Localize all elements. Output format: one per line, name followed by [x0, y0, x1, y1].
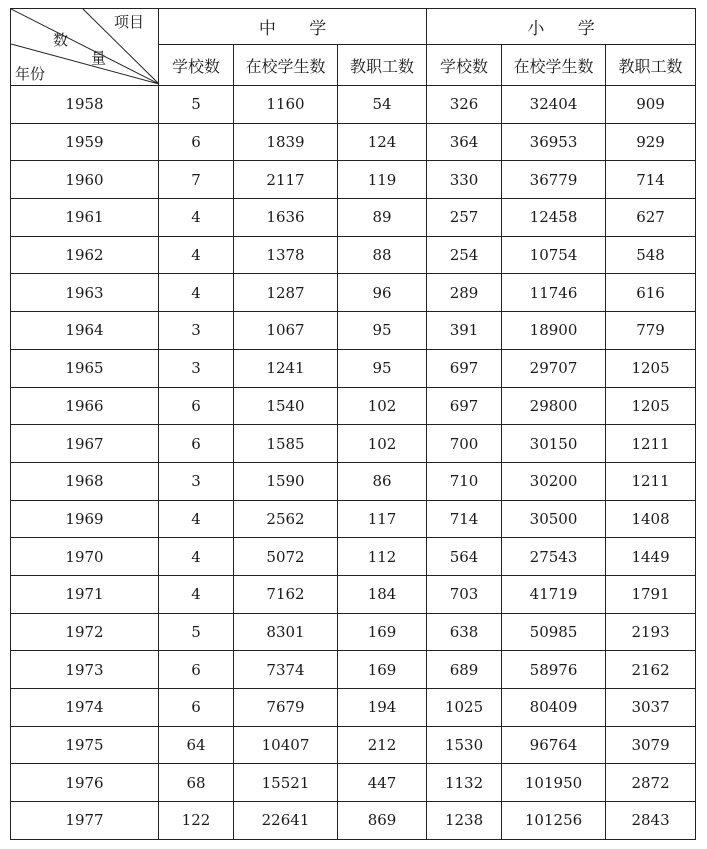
year-cell: 1967: [11, 425, 159, 463]
value-cell: 32404: [502, 86, 606, 124]
year-cell: 1960: [11, 161, 159, 199]
value-cell: 364: [427, 123, 502, 161]
year-cell: 1964: [11, 312, 159, 350]
value-cell: 50985: [502, 613, 606, 651]
value-cell: 11746: [502, 274, 606, 312]
value-cell: 1791: [606, 575, 696, 613]
table-row: [11, 123, 696, 161]
header-row-groups: [11, 9, 696, 45]
value-cell: 1585: [234, 425, 338, 463]
value-cell: 4: [159, 538, 234, 576]
year-cell: 1976: [11, 764, 159, 802]
value-cell: 548: [606, 236, 696, 274]
value-cell: 29707: [502, 349, 606, 387]
value-cell: 4: [159, 199, 234, 237]
year-cell: 1959: [11, 123, 159, 161]
value-cell: 638: [427, 613, 502, 651]
value-cell: 12458: [502, 199, 606, 237]
value-cell: 5: [159, 86, 234, 124]
value-cell: 1067: [234, 312, 338, 350]
table-row: [11, 387, 696, 425]
table-row: [11, 349, 696, 387]
value-cell: 194: [338, 689, 427, 727]
value-cell: 102: [338, 425, 427, 463]
value-cell: 102: [338, 387, 427, 425]
year-cell: 1958: [11, 86, 159, 124]
value-cell: 117: [338, 500, 427, 538]
value-cell: 30500: [502, 500, 606, 538]
value-cell: 2843: [606, 802, 696, 840]
value-cell: 22641: [234, 802, 338, 840]
value-cell: 1132: [427, 764, 502, 802]
value-cell: 30150: [502, 425, 606, 463]
value-cell: 10407: [234, 726, 338, 764]
value-cell: 36779: [502, 161, 606, 199]
corner-label-item: 项目: [114, 13, 145, 31]
corner-header-cell: [11, 9, 159, 86]
value-cell: 254: [427, 236, 502, 274]
value-cell: 869: [338, 802, 427, 840]
table-row: [11, 802, 696, 840]
value-cell: 88: [338, 236, 427, 274]
year-cell: 1971: [11, 575, 159, 613]
value-cell: 3: [159, 312, 234, 350]
value-cell: 80409: [502, 689, 606, 727]
value-cell: 2562: [234, 500, 338, 538]
column-header: 学校数: [159, 45, 234, 86]
value-cell: 4: [159, 575, 234, 613]
table-row: [11, 236, 696, 274]
value-cell: 710: [427, 462, 502, 500]
value-cell: 1025: [427, 689, 502, 727]
column-header: 学校数: [427, 45, 502, 86]
year-cell: 1961: [11, 199, 159, 237]
value-cell: 15521: [234, 764, 338, 802]
value-cell: 564: [427, 538, 502, 576]
value-cell: 616: [606, 274, 696, 312]
value-cell: 1839: [234, 123, 338, 161]
value-cell: 122: [159, 802, 234, 840]
value-cell: 4: [159, 236, 234, 274]
column-header: 在校学生数: [234, 45, 338, 86]
value-cell: 6: [159, 425, 234, 463]
year-cell: 1965: [11, 349, 159, 387]
value-cell: 326: [427, 86, 502, 124]
table-row: [11, 575, 696, 613]
table-row: [11, 689, 696, 727]
value-cell: 1636: [234, 199, 338, 237]
table-row: [11, 274, 696, 312]
value-cell: 257: [427, 199, 502, 237]
year-cell: 1974: [11, 689, 159, 727]
value-cell: 41719: [502, 575, 606, 613]
value-cell: 1590: [234, 462, 338, 500]
value-cell: 714: [427, 500, 502, 538]
value-cell: 714: [606, 161, 696, 199]
value-cell: 6: [159, 387, 234, 425]
value-cell: 779: [606, 312, 696, 350]
value-cell: 1449: [606, 538, 696, 576]
value-cell: 68: [159, 764, 234, 802]
value-cell: 929: [606, 123, 696, 161]
value-cell: 697: [427, 349, 502, 387]
year-cell: 1970: [11, 538, 159, 576]
value-cell: 700: [427, 425, 502, 463]
value-cell: 447: [338, 764, 427, 802]
value-cell: 169: [338, 651, 427, 689]
value-cell: 3037: [606, 689, 696, 727]
table-body: [11, 86, 696, 840]
value-cell: 64: [159, 726, 234, 764]
value-cell: 697: [427, 387, 502, 425]
value-cell: 212: [338, 726, 427, 764]
value-cell: 27543: [502, 538, 606, 576]
table-row: [11, 726, 696, 764]
value-cell: 7162: [234, 575, 338, 613]
table-row: [11, 538, 696, 576]
corner-label-quantity-1: 数: [53, 31, 69, 49]
value-cell: 3: [159, 462, 234, 500]
table-row: [11, 764, 696, 802]
year-cell: 1972: [11, 613, 159, 651]
value-cell: 36953: [502, 123, 606, 161]
group-header-primary-school: 小 学: [427, 9, 696, 45]
value-cell: 4: [159, 500, 234, 538]
statistics-table-container: [10, 8, 695, 840]
corner-label-year: 年份: [15, 65, 46, 83]
value-cell: 391: [427, 312, 502, 350]
value-cell: 1378: [234, 236, 338, 274]
value-cell: 6: [159, 689, 234, 727]
value-cell: 1540: [234, 387, 338, 425]
table-row: [11, 613, 696, 651]
value-cell: 2872: [606, 764, 696, 802]
value-cell: 627: [606, 199, 696, 237]
column-header: 教职工数: [606, 45, 696, 86]
year-cell: 1963: [11, 274, 159, 312]
value-cell: 1530: [427, 726, 502, 764]
group-header-middle-school: 中 学: [159, 9, 427, 45]
corner-label-quantity-2: 量: [91, 49, 107, 67]
value-cell: 30200: [502, 462, 606, 500]
column-header: 在校学生数: [502, 45, 606, 86]
table-row: [11, 161, 696, 199]
value-cell: 184: [338, 575, 427, 613]
value-cell: 96764: [502, 726, 606, 764]
value-cell: 1287: [234, 274, 338, 312]
value-cell: 169: [338, 613, 427, 651]
value-cell: 6: [159, 651, 234, 689]
value-cell: 2193: [606, 613, 696, 651]
value-cell: 95: [338, 349, 427, 387]
value-cell: 5: [159, 613, 234, 651]
table-row: [11, 651, 696, 689]
table-row: [11, 425, 696, 463]
value-cell: 1238: [427, 802, 502, 840]
year-cell: 1966: [11, 387, 159, 425]
value-cell: 5072: [234, 538, 338, 576]
value-cell: 1160: [234, 86, 338, 124]
value-cell: 1205: [606, 349, 696, 387]
value-cell: 86: [338, 462, 427, 500]
value-cell: 4: [159, 274, 234, 312]
value-cell: 703: [427, 575, 502, 613]
year-cell: 1975: [11, 726, 159, 764]
value-cell: 124: [338, 123, 427, 161]
value-cell: 119: [338, 161, 427, 199]
value-cell: 1408: [606, 500, 696, 538]
value-cell: 7679: [234, 689, 338, 727]
year-cell: 1968: [11, 462, 159, 500]
value-cell: 3: [159, 349, 234, 387]
value-cell: 54: [338, 86, 427, 124]
value-cell: 58976: [502, 651, 606, 689]
value-cell: 1211: [606, 425, 696, 463]
value-cell: 89: [338, 199, 427, 237]
value-cell: 112: [338, 538, 427, 576]
year-cell: 1977: [11, 802, 159, 840]
value-cell: 1211: [606, 462, 696, 500]
value-cell: 3079: [606, 726, 696, 764]
value-cell: 101950: [502, 764, 606, 802]
value-cell: 909: [606, 86, 696, 124]
table-row: [11, 500, 696, 538]
column-header: 教职工数: [338, 45, 427, 86]
value-cell: 96: [338, 274, 427, 312]
school-statistics-table: [10, 8, 696, 840]
table-row: [11, 199, 696, 237]
value-cell: 95: [338, 312, 427, 350]
value-cell: 8301: [234, 613, 338, 651]
table-row: [11, 86, 696, 124]
value-cell: 2117: [234, 161, 338, 199]
value-cell: 2162: [606, 651, 696, 689]
year-cell: 1962: [11, 236, 159, 274]
value-cell: 18900: [502, 312, 606, 350]
value-cell: 330: [427, 161, 502, 199]
value-cell: 101256: [502, 802, 606, 840]
value-cell: 1241: [234, 349, 338, 387]
value-cell: 7374: [234, 651, 338, 689]
value-cell: 289: [427, 274, 502, 312]
table-row: [11, 462, 696, 500]
table-row: [11, 312, 696, 350]
year-cell: 1973: [11, 651, 159, 689]
year-cell: 1969: [11, 500, 159, 538]
value-cell: 7: [159, 161, 234, 199]
value-cell: 689: [427, 651, 502, 689]
value-cell: 29800: [502, 387, 606, 425]
value-cell: 10754: [502, 236, 606, 274]
value-cell: 6: [159, 123, 234, 161]
value-cell: 1205: [606, 387, 696, 425]
